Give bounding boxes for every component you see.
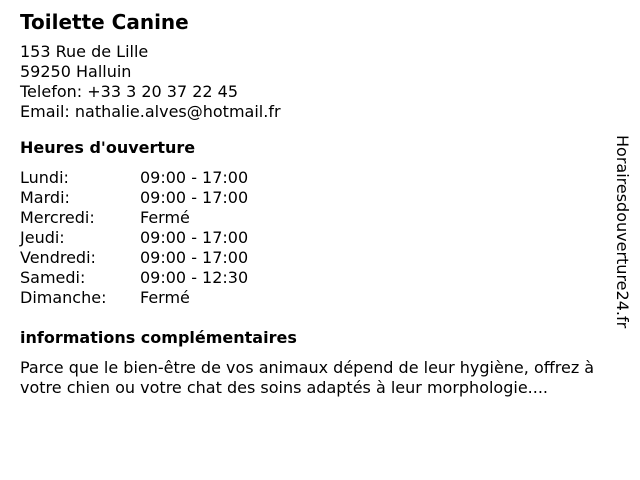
info-heading: informations complémentaires: [20, 328, 297, 347]
hours-time: Fermé: [140, 288, 190, 307]
city-postal: 59250 Halluin: [20, 62, 132, 81]
hours-row-mardi: [20, 188, 630, 208]
hours-day: Lundi:: [20, 168, 69, 187]
street-address: 153 Rue de Lille: [20, 42, 149, 61]
hours-day: Mercredi:: [20, 208, 95, 227]
hours-time: 09:00 - 17:00: [140, 168, 249, 187]
hours-table: [20, 168, 630, 308]
hours-time: Fermé: [140, 208, 190, 227]
hours-day: Samedi:: [20, 268, 86, 287]
hours-row-lundi: [20, 168, 630, 188]
brand-watermark: Horairesdouverture24.fr: [613, 135, 632, 329]
hours-time: 09:00 - 17:00: [140, 248, 249, 267]
hours-day: Jeudi:: [20, 228, 65, 247]
hours-time: 09:00 - 17:00: [140, 228, 249, 247]
phone-number: Telefon: +33 3 20 37 22 45: [20, 82, 239, 101]
business-card: [20, 10, 630, 398]
email-address: Email: nathalie.alves@hotmail.fr: [20, 102, 281, 121]
hours-day: Dimanche:: [20, 288, 107, 307]
hours-row-vendredi: [20, 248, 630, 268]
hours-row-mercredi: [20, 208, 630, 228]
hours-day: Mardi:: [20, 188, 70, 207]
hours-row-dimanche: [20, 288, 630, 308]
hours-time: 09:00 - 17:00: [140, 188, 249, 207]
info-description: Parce que le bien-être de vos animaux dépend de leur hygiène, offrez à votre chien ou votre chat des soins adaptés à leur morphologie....: [20, 358, 595, 397]
business-name: Toilette Canine: [20, 10, 189, 34]
hours-row-samedi: [20, 268, 630, 288]
hours-heading: Heures d'ouverture: [20, 138, 196, 157]
hours-row-jeudi: [20, 228, 630, 248]
hours-day: Vendredi:: [20, 248, 96, 267]
hours-time: 09:00 - 12:30: [140, 268, 249, 287]
